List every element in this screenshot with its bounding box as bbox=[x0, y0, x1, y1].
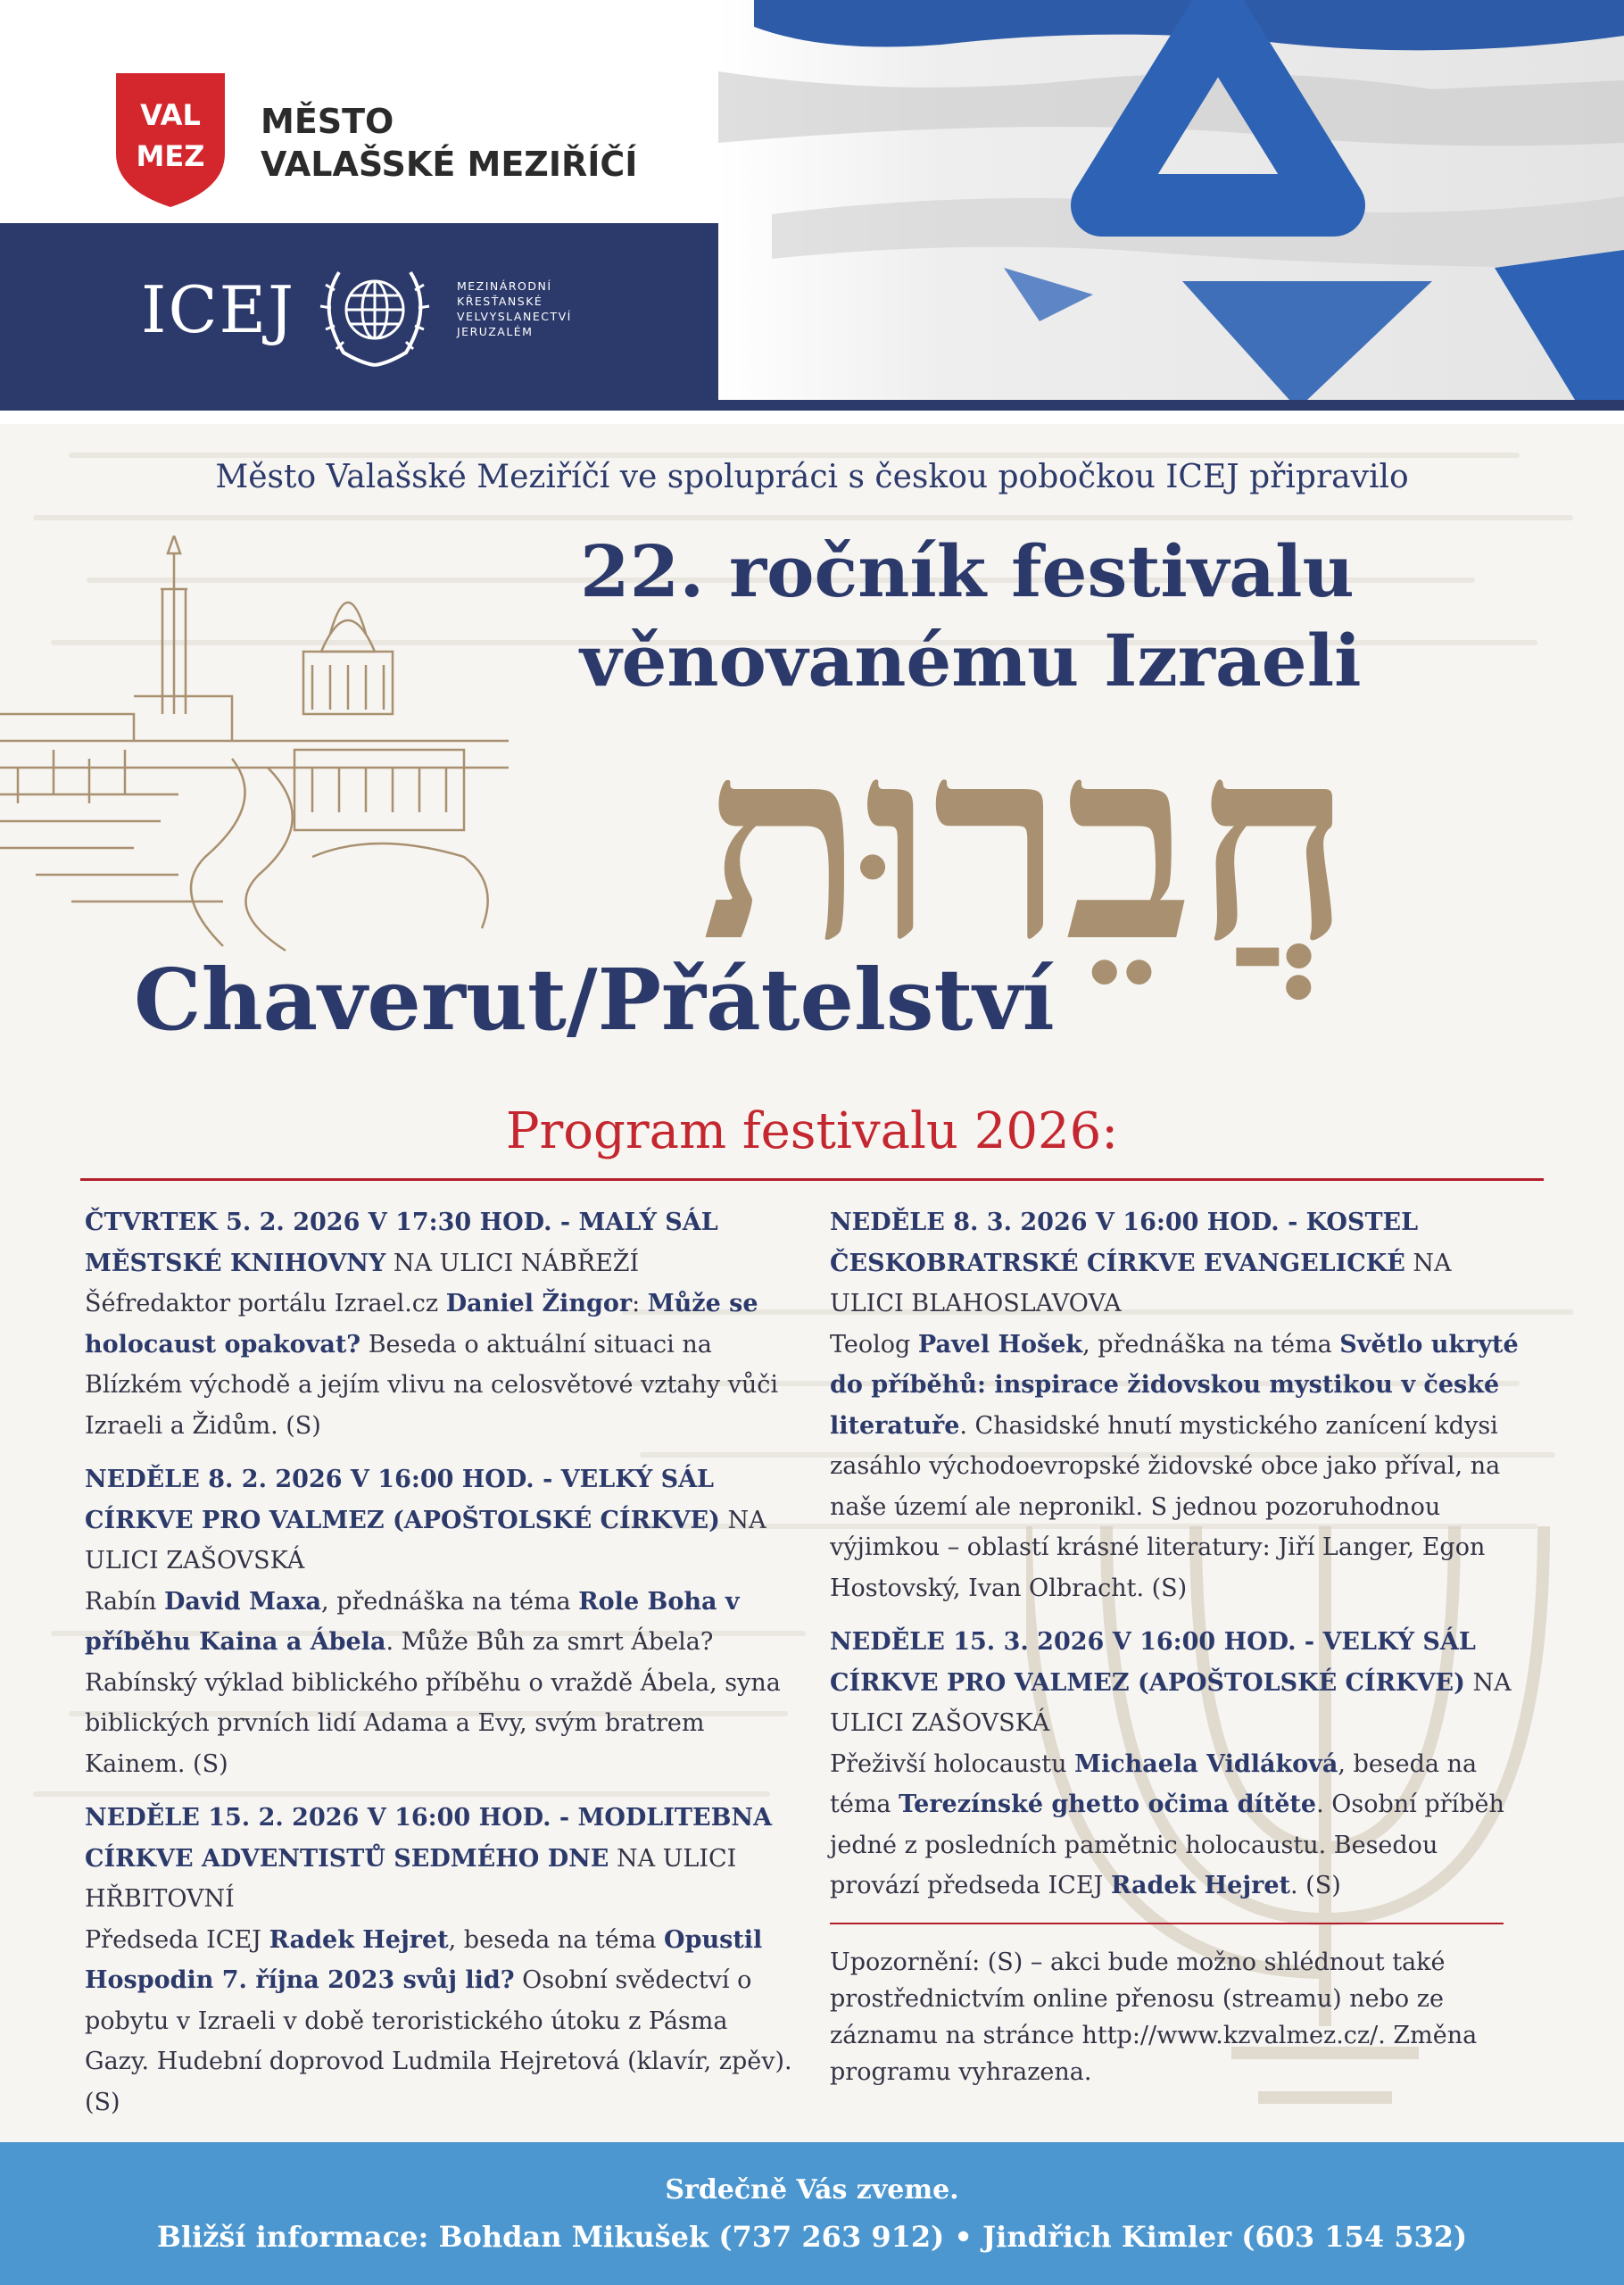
event-heading bbox=[85, 1459, 799, 1582]
event-text: Beseda o aktuální situaci na Blízkém východě a jejím vlivu na celosvětové vztahy vůči Izraeli a Židům. (S) bbox=[85, 1330, 779, 1440]
jerusalem-sketch-illustration bbox=[0, 536, 509, 955]
event-moderator: Radek Hejret bbox=[1110, 1872, 1290, 1899]
event-date-venue: ČTVRTEK 5. 2. 2026 V 17:30 HOD. - MALÝ SÁL MĚSTSKÉ KNIHOVNY bbox=[85, 1209, 718, 1277]
icej-subtitle bbox=[457, 278, 572, 339]
event-text: Rabín bbox=[85, 1587, 164, 1616]
event-text: , beseda na téma bbox=[448, 1925, 665, 1954]
subtitle-chaverut: Chaverut/Přátelství bbox=[134, 951, 1055, 1050]
event-description bbox=[85, 1582, 799, 1785]
event-text: Teolog bbox=[830, 1330, 918, 1359]
event-heading bbox=[830, 1202, 1526, 1325]
icej-subtitle-line: MEZINÁRODNÍ bbox=[457, 279, 552, 293]
event-item bbox=[85, 1202, 799, 1446]
event-text: Přeživší holocaustu bbox=[830, 1749, 1075, 1778]
footer-bar bbox=[0, 2142, 1624, 2285]
event-date-venue: NEDĚLE 8. 2. 2026 V 16:00 HOD. - VELKÝ SÁL CÍRKVE PRO VALMEZ (APOŠTOLSKÉ CÍRKVE) bbox=[85, 1466, 720, 1534]
event-description bbox=[85, 1920, 799, 2123]
event-date-venue: NEDĚLE 15. 3. 2026 V 16:00 HOD. - VELKÝ SÁL CÍRKVE PRO VALMEZ (APOŠTOLSKÉ CÍRKVE) bbox=[830, 1628, 1476, 1697]
event-speaker: Michaela Vidláková bbox=[1074, 1749, 1338, 1778]
event-street: NA ULICI BLAHOSLAVOVA bbox=[830, 1249, 1452, 1317]
event-date-venue: NEDĚLE 8. 3. 2026 V 16:00 HOD. - KOSTEL ČESKOBRATRSKÉ CÍRKVE EVANGELICKÉ bbox=[830, 1209, 1419, 1277]
program-divider bbox=[80, 1178, 1544, 1181]
event-topic: Opustil Hospodin 7. října 2023 svůj lid? bbox=[85, 1925, 763, 1994]
event-text: . Může Bůh za smrt Ábela? Rabínský výklad biblického příběhu o vraždě Ábela, syna biblických prvních lidí Adama a Evy, svým bratrem Kainem. (S) bbox=[85, 1628, 781, 1778]
stream-note: Upozornění: (S) – akci bude možno shlédnout také prostřednictvím online přenosu (streamu) nebo ze záznamu na stránce http://www.kzvalmez.cz/. Změna programu vyhrazena. bbox=[830, 1948, 1478, 2086]
event-heading bbox=[85, 1798, 799, 1920]
event-text: Šéfredaktor portálu Izrael.cz bbox=[85, 1290, 446, 1317]
event-street: NA ULICI ZAŠOVSKÁ bbox=[830, 1668, 1512, 1737]
svg-text:חֲבֵרוּת: חֲבֵרוּת bbox=[700, 714, 1352, 1001]
event-speaker: Radek Hejret bbox=[269, 1925, 449, 1954]
program-heading: Program festivalu 2026: bbox=[505, 1102, 1119, 1160]
note-divider bbox=[830, 1923, 1504, 1924]
city-name-line1: MĚSTO bbox=[261, 102, 394, 141]
icej-subtitle-line: KŘESŤANSKÉ bbox=[457, 295, 543, 308]
svg-text:MEZ: MEZ bbox=[136, 139, 205, 173]
event-text: Osobní svědectví o pobytu v Izraeli v době teroristického útoku z Pásma Gazy. Hudební doprovod Ludmila Hejretová (klavír, zpěv). (S) bbox=[85, 1966, 792, 2116]
globe-wreath-icon bbox=[299, 254, 451, 369]
intro-text: Město Valašské Meziříčí ve spolupráci s českou pobočkou ICEJ připravilo bbox=[215, 459, 1409, 495]
event-text: : bbox=[632, 1290, 648, 1317]
festival-title bbox=[580, 527, 1570, 705]
footer-contacts: Bližší informace: Bohdan Mikušek (737 263 912) • Jindřich Kimler (603 154 532) bbox=[156, 2220, 1468, 2254]
events-column-right bbox=[830, 1202, 1526, 2090]
events-column-left bbox=[85, 1202, 799, 2136]
event-item bbox=[85, 1459, 799, 1784]
event-item bbox=[830, 1622, 1526, 1907]
event-street: NA ULICI NÁBŘEŽÍ bbox=[385, 1249, 640, 1277]
icej-subtitle-line: VELVYSLANECTVÍ bbox=[457, 310, 572, 323]
event-speaker: Daniel Žingor bbox=[445, 1290, 633, 1317]
event-text: , přednáška na téma bbox=[321, 1587, 579, 1616]
city-name bbox=[261, 100, 637, 186]
event-text: . Osobní příběh jedné z posledních pamětnic holocaustu. Besedou provází předseda ICEJ bbox=[830, 1791, 1504, 1899]
event-topic: Role Boha v příběhu Kaina a Ábela bbox=[85, 1587, 740, 1656]
event-text: . Chasidské hnutí mystického zanícení kdysi zasáhlo východoevropské židovské obce jako příval, na naše území ale nepronikl. S jednou pozoruhodnou výjimkou – oblastí krásné literatury: Jiří Langer, Egon Hostovský, Ivan Olbracht. (S) bbox=[830, 1411, 1501, 1602]
event-date-venue: NEDĚLE 15. 2. 2026 V 16:00 HOD. - MODLITEBNA CÍRKVE ADVENTISTŮ SEDMÉHO DNE bbox=[85, 1804, 773, 1873]
city-name-line2: VALAŠSKÉ MEZIŘÍČÍ bbox=[261, 145, 638, 184]
event-text: Předseda ICEJ bbox=[85, 1925, 269, 1954]
event-heading bbox=[830, 1622, 1526, 1744]
event-topic: Terezínské ghetto očima dítěte bbox=[899, 1791, 1317, 1818]
svg-text:VAL: VAL bbox=[140, 98, 201, 132]
icej-wordmark: ICEJ bbox=[141, 272, 295, 347]
event-speaker: David Maxa bbox=[163, 1587, 322, 1616]
festival-title-line1: 22. ročník festivalu bbox=[580, 529, 1355, 613]
event-description bbox=[830, 1325, 1526, 1609]
event-description bbox=[830, 1744, 1526, 1907]
event-heading bbox=[85, 1202, 799, 1284]
icej-subtitle-line: JERUZALÉM bbox=[457, 325, 534, 338]
event-text: . (S) bbox=[1290, 1872, 1341, 1899]
event-street: NA ULICI HŘBITOVNÍ bbox=[85, 1844, 737, 1913]
festival-title-line2: věnovanému Izraeli bbox=[580, 619, 1362, 702]
valmez-shield-logo bbox=[116, 73, 225, 207]
footer-invitation: Srdečně Vás zveme. bbox=[665, 2174, 959, 2206]
event-description bbox=[85, 1284, 799, 1446]
event-item bbox=[85, 1798, 799, 2123]
event-text: , přednáška na téma bbox=[1082, 1330, 1340, 1359]
header-divider bbox=[0, 400, 1624, 411]
event-topic: Světlo ukryté do příběhů: inspirace židovskou mystikou v české literatuře bbox=[830, 1330, 1519, 1440]
event-speaker: Pavel Hošek bbox=[917, 1330, 1083, 1359]
event-street: NA ULICI ZAŠOVSKÁ bbox=[85, 1506, 766, 1575]
event-text: , beseda na téma bbox=[830, 1749, 1478, 1818]
event-item bbox=[830, 1202, 1526, 1608]
israel-flag-brush-art bbox=[718, 0, 1624, 400]
event-topic: Může se holocaust opakovat? bbox=[85, 1290, 758, 1359]
